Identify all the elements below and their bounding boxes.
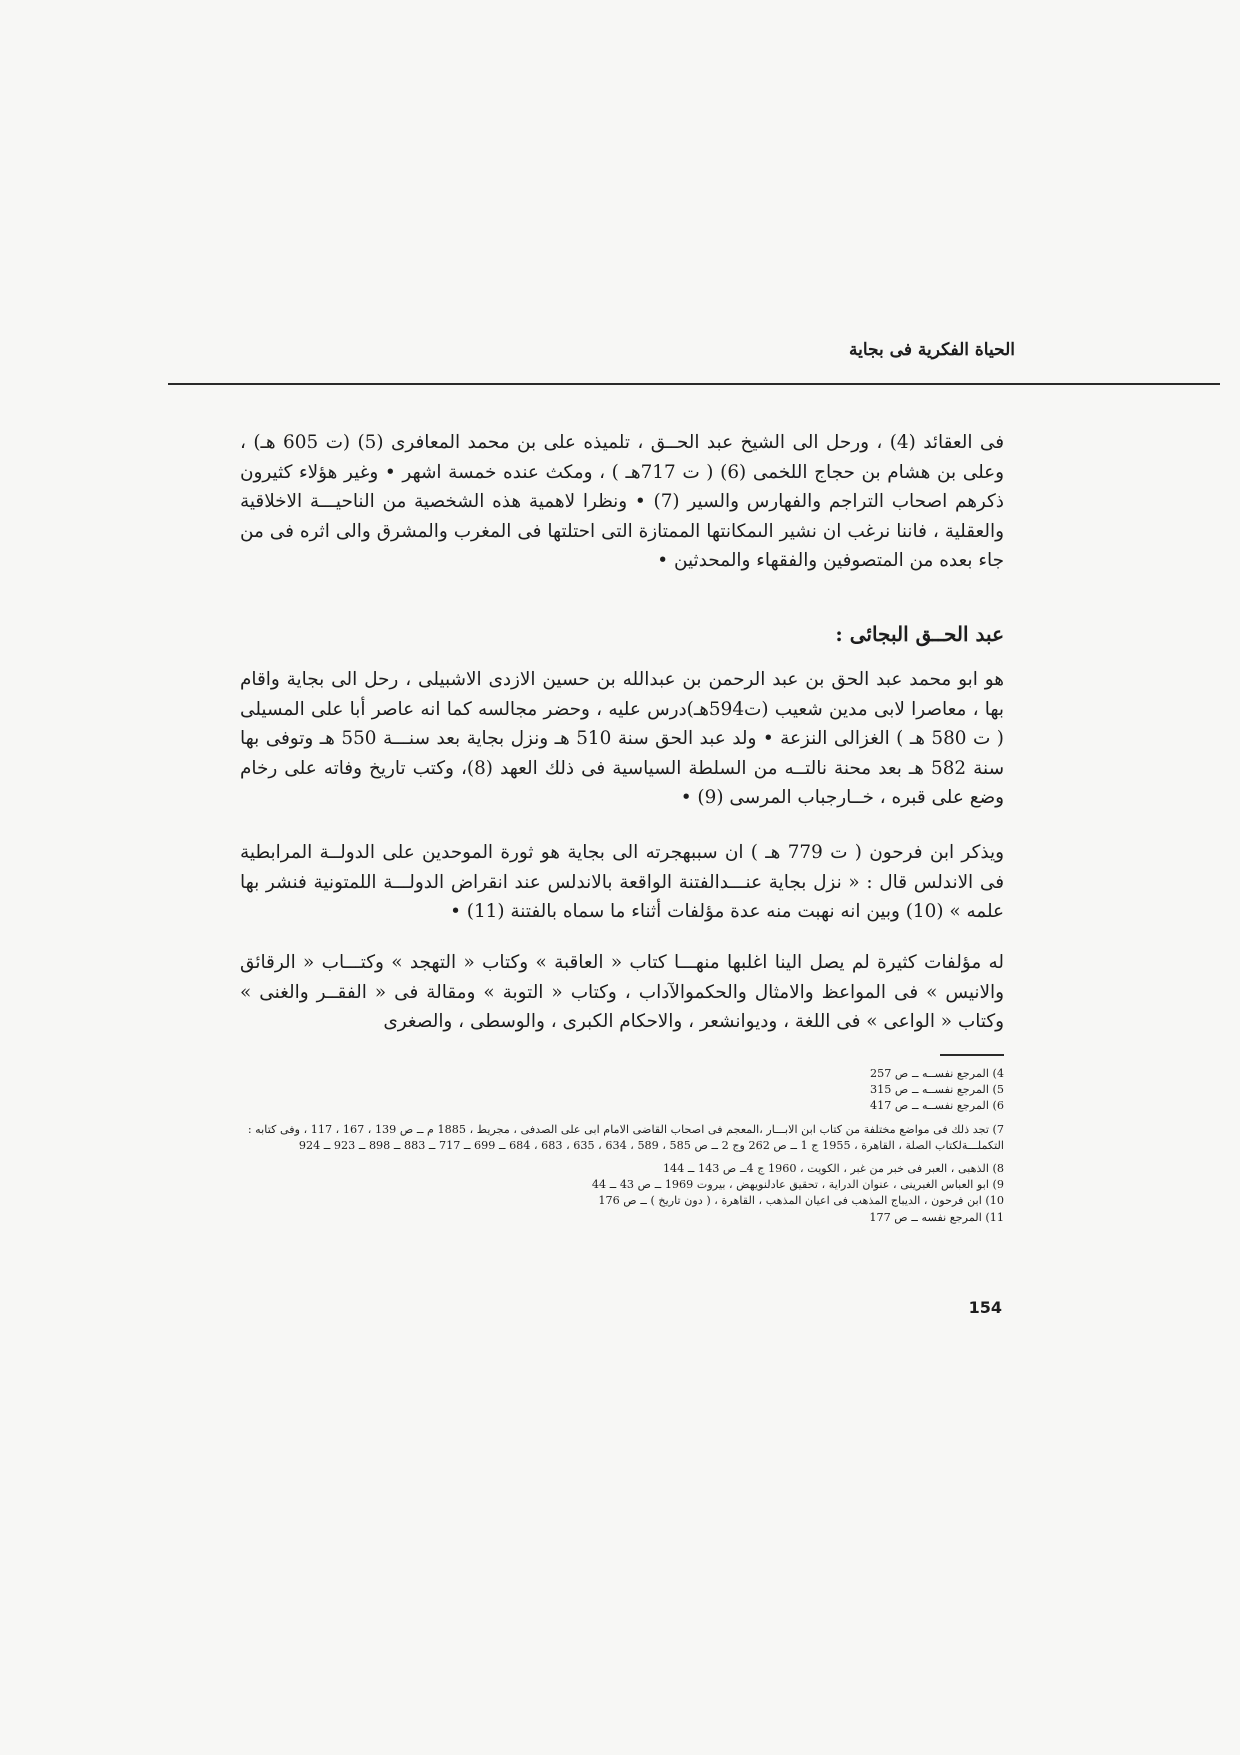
page-number: 154: [968, 1298, 1002, 1317]
paragraph-text: ويذكر ابن فرحون ( ت 779 هـ ) ان سببهجرته الى بجاية هو ثورة الموحدين على الدولــة المرابطية فى الاندلس قال : « نزل بجاية عنـــدالفتنة الواقعة بالاندلس عند انقراض الدولـــة اللمتونية فنشر بها علمه » (10) وبين انه نهبت منه عدة مؤلفات أثناء ما سماه بالفتنة (11) •: [240, 842, 1004, 922]
footnote-7: 7) تجد ذلك فى مواضع مختلفة من كتاب ابن الابـــار ،المعجم فى اصحاب القاضى الامام ابى على الصدفى ، مجريط ، 1885 م ــ ص 139 ، 167 ، 117 ، وفى كتابه : التكملـــةلكتاب الصلة ، القاهرة ، 1955 ج 1 ــ ص 262 وج 2 ــ ص 585 ، 589 ، 634 ، 635 ، 683 ، 684 ــ 699 ــ 717 ــ 883 ــ 898 ــ 923 ــ 924: [247, 1122, 1004, 1152]
body-paragraph-3: [240, 838, 1004, 927]
footnote-4: 4) المرجع نفســه ــ ص 257: [869, 1067, 1004, 1080]
section-heading: عبد الحــق البجائى :: [835, 622, 1004, 646]
footnote-9: 9) ابو العباس الغبرينى ، عنوان الدراية ، تحقيق عادلنويهض ، بيروت 1969 ــ ص 43 ــ 44: [591, 1178, 1004, 1192]
footnote-gap: [240, 1154, 1004, 1161]
footnote-gap: [240, 1115, 1004, 1122]
paragraph-text: له مؤلفات كثيرة لم يصل الينا اغلبها منهـــا كتاب « العاقبة » وكتاب « التهجد » وكتـــاب « الرقائق والانيس » فى المواعظ والامثال والحكموالآداب ، وكتاب « التوبة » ومقالة فى « الفقــر والغنى » وكتاب « الواعى » فى اللغة ، وديوانشعر ، والاحكام الكبرى ، والوسطى ، والصغرى: [240, 952, 1004, 1032]
footnote-8: 8) الذهبى ، العبر فى خبر من غبر ، الكويت ، 1960 ج 4ــ ص 143 ــ 144: [662, 1162, 1004, 1176]
body-paragraph-2: [240, 665, 1004, 813]
footnote-11: 11) المرجع نفسه ــ ص 177: [869, 1210, 1004, 1224]
footnote-rule: [940, 1054, 1004, 1056]
paragraph-text: فى العقائد (4) ، ورحل الى الشيخ عبد الحــق ، تلميذه على بن محمد المعافرى (5) (ت 605 هـ) ، وعلى بن هشام بن حجاج اللخمى (6) ( ت 717هـ ) ، ومكث عنده خمسة اشهر • وغير هؤلاء كثيرون ذكرهم اصحاب التراجم والفهارس والسير (7) • ونظرا لاهمية هذه الشخصية من الناحيـــة الاخلاقية والعقلية ، فاننا نرغب ان نشير الىمكانتها الممتازة التى احتلتها فى المغرب والمشرق والى اثره فى من جاء بعده من المتصوفين والفقهاء والمحدثين •: [240, 432, 1005, 571]
body-paragraph-4: [240, 948, 1004, 1037]
footnote-5: 5) المرجع نفســه ــ ص 315: [869, 1083, 1004, 1097]
footnote-6: 6) المرجع نفســه ــ ص 417: [869, 1099, 1004, 1113]
running-header: الحياة الفكرية فى بجاية: [849, 340, 1015, 360]
header-rule: [168, 383, 1220, 385]
body-paragraph-1: [240, 428, 1004, 576]
footnotes: [240, 1066, 1004, 1226]
paragraph-text: هو ابو محمد عبد الحق بن عبد الرحمن بن عبدالله بن حسين الازدى الاشبيلى ، رحل الى بجاية واقام بها ، معاصرا لابى مدين شعيب (ت594هـ)درس عليه ، وحضر مجالسه كما انه عاصر أبا على المسيلى ( ت 580 هـ ) الغزالى النزعة • ولد عبد الحق سنة 510 هـ ونزل بجاية بعد سنـــة 550 هـ وتوفى بها سنة 582 هـ بعد محنة نالتــه من السلطة السياسية فى ذلك العهد (8)، وكتب تاريخ وفاته على رخام وضع على قبره ، خــارجباب المرسى (9) •: [240, 669, 1005, 808]
footnote-10: 10) ابن فرحون ، الديباج المذهب فى اعيان المذهب ، القاهرة ، ( دون تاريخ ) ــ ص 176: [598, 1194, 1004, 1208]
